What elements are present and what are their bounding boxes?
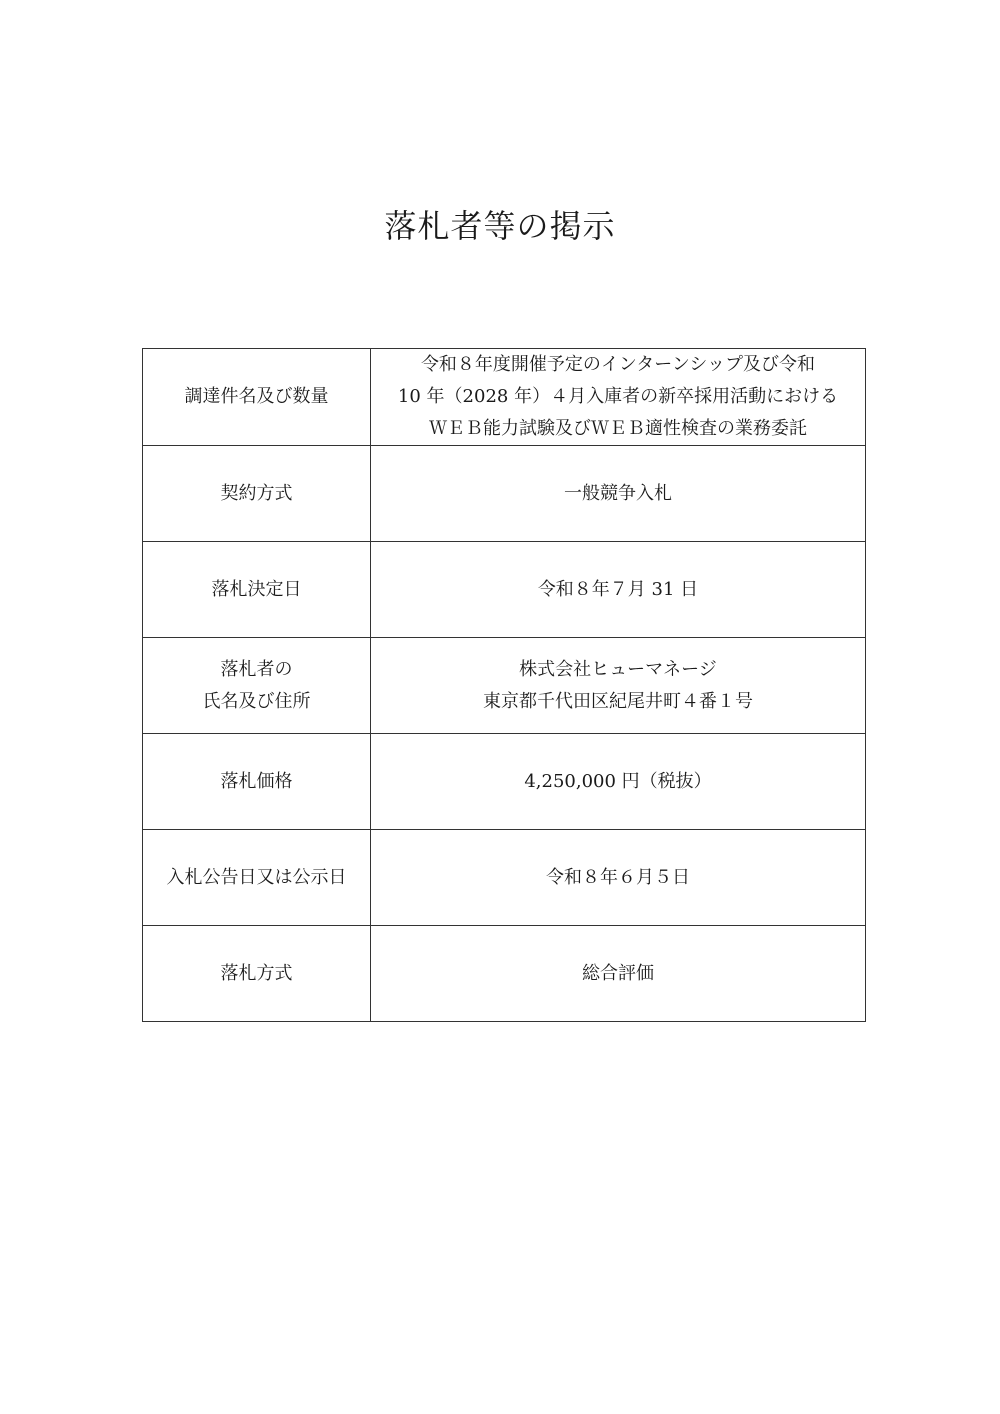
table-row-award-date <box>143 542 866 638</box>
label-line: 氏名及び住所 <box>202 690 311 712</box>
value-line: 10 年（2028 年）４月入庫者の新卒採用活動における <box>397 386 839 407</box>
label-line: 落札決定日 <box>211 578 302 600</box>
row-value-procurement-item <box>371 349 866 446</box>
row-value-award-date <box>371 542 866 638</box>
table-row-award-method <box>143 926 866 1022</box>
row-value-award-price <box>371 734 866 830</box>
label-line: 落札者の <box>220 658 293 680</box>
award-info-table <box>142 348 866 1022</box>
row-value-announcement-date <box>371 830 866 926</box>
label-line: 落札方式 <box>220 962 293 984</box>
row-label-procurement-item <box>143 349 371 446</box>
row-value-winner <box>371 638 866 734</box>
row-label-award-price <box>143 734 371 830</box>
row-label-contract-method <box>143 446 371 542</box>
value-line: 総合評価 <box>582 962 654 984</box>
value-line: 令和８年７月 31 日 <box>537 578 699 600</box>
row-label-announcement-date <box>143 830 371 926</box>
table-row-contract-method <box>143 446 866 542</box>
value-line: 4,250,000 円（税抜） <box>524 770 712 792</box>
value-line: 東京都千代田区紀尾井町４番１号 <box>483 690 753 712</box>
value-line: 一般競争入札 <box>564 482 672 504</box>
label-line: 調達件名及び数量 <box>184 386 329 407</box>
value-line: 株式会社ヒューマネージ <box>519 658 717 680</box>
row-label-award-method <box>143 926 371 1022</box>
row-label-winner <box>143 638 371 734</box>
value-line: ＷＥＢ能力試験及びＷＥＢ適性検査の業務委託 <box>429 418 807 439</box>
label-line: 落札価格 <box>220 770 293 792</box>
value-line: 令和８年６月５日 <box>546 866 690 888</box>
row-value-contract-method <box>371 446 866 542</box>
row-value-award-method <box>371 926 866 1022</box>
value-line: 令和８年度開催予定のインターンシップ及び令和 <box>420 354 816 375</box>
table-row-award-price <box>143 734 866 830</box>
row-label-award-date <box>143 542 371 638</box>
table-row-announcement-date <box>143 830 866 926</box>
table-row-winner <box>143 638 866 734</box>
table-row-procurement-item <box>143 349 866 446</box>
document-title: 落札者等の掲示 <box>384 207 616 245</box>
label-line: 契約方式 <box>220 482 293 504</box>
label-line: 入札公告日又は公示日 <box>166 866 347 888</box>
